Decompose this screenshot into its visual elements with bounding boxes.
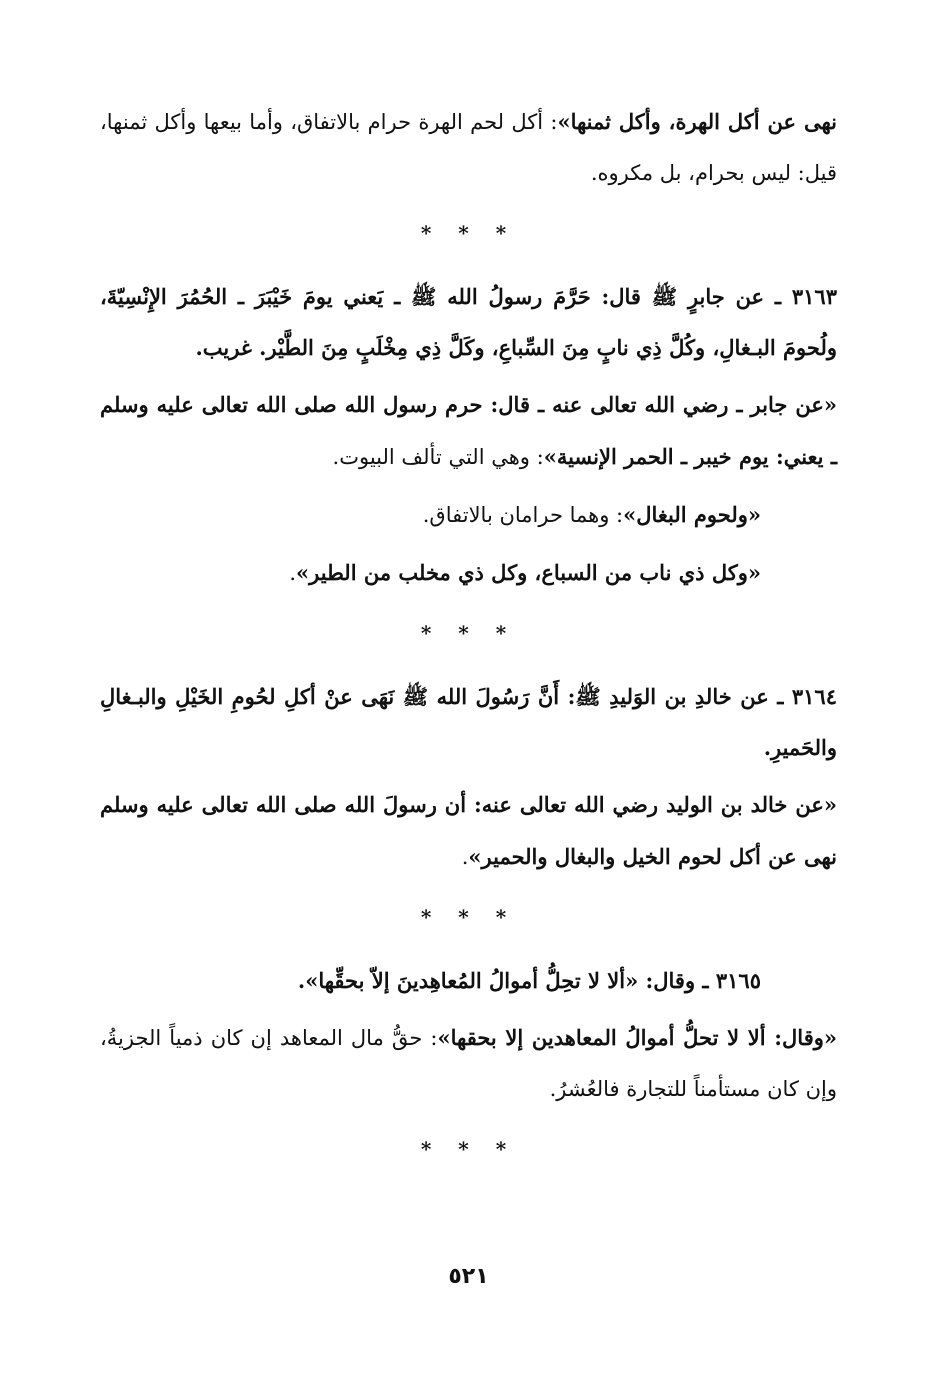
hadith-3165: ٣١٦٥ ـ وقال: «ألا لا تحِلُّ أموالُ المُعاهِدينَ إلاّ بحقِّها». xyxy=(297,968,761,993)
commentary-3163-paragraph-2 xyxy=(100,489,837,541)
commentary-3165 xyxy=(100,1012,837,1115)
section-separator: * * * xyxy=(420,905,517,929)
commentary-3165-text: : حقُّ مال المعاهد إن كان ذمياً الجزيةُ، وإن كان مستأمناً للتجارة فالعُشرُ. xyxy=(100,1026,837,1101)
commentary-3163-text-1: : وهي التي تألف البيوت. xyxy=(332,445,544,469)
top-commentary xyxy=(100,96,837,199)
commentary-3164-quote: «عن خالد بن الوليد رضي الله تعالى عنه: أن رسولَ الله صلى الله تعالى عليه وسلم نهى عن أكل لحوم الخيل والبغال والحمير» xyxy=(100,792,837,869)
commentary-3163-quote-3: «وكل ذي ناب من السباع، وكل ذي مخلب من الطير» xyxy=(296,560,761,585)
section-separator: * * * xyxy=(420,221,517,245)
page-body xyxy=(100,96,837,1187)
commentary-3165-quote: «وقال: ألا لا تحلُّ أموالُ المعاهدين إلا بحقها» xyxy=(437,1025,837,1050)
page-number: ٥٢١ xyxy=(448,1264,489,1289)
hadith-3164: ٣١٦٤ ـ عن خالدِ بن الوَليدِ ﷺ: أَنَّ رَسُولَ الله ﷺ نَهَى عنْ أكلِ لحُومِ الخَيْلِ والبـغالِ والحَميرِ. xyxy=(100,684,837,760)
commentary-3163-text-3: . xyxy=(289,561,297,585)
commentary-3164-text: . xyxy=(461,845,469,869)
hadith-3163: ٣١٦٣ ـ عن جابرٍ ﷺ قال: حَرَّمَ رسولُ الله ﷺ ـ يَعني يومَ خَيْبَرَ ـ الحُمُرَ الإِنْسِيّةَ، ولُحومَ البـغالِ، وكُلَّ ذِي نابٍ مِنَ السِّباعِ، وكَلَّ ذِي مِخْلَبٍ مِنَ الطَّيْر. غريب. xyxy=(100,284,837,360)
top-commentary-text: : أكل لحم الهرة حرام بالاتفاق، وأما بيعها وأكل ثمنها، قيل: ليس بحرام، بل مكروه. xyxy=(100,110,837,185)
commentary-3163-quote-2: «ولحوم البغال» xyxy=(623,502,761,527)
commentary-3163-paragraph-3 xyxy=(100,547,837,599)
commentary-3163-text-2: : وهما حرامان بالاتفاق. xyxy=(422,503,624,527)
top-commentary-quote: نهى عن أكل الهرة، وأكل ثمنها» xyxy=(557,109,837,134)
section-separator: * * * xyxy=(420,621,517,645)
commentary-3164 xyxy=(100,779,837,883)
commentary-3163-paragraph-1 xyxy=(100,379,837,483)
section-separator: * * * xyxy=(420,1137,517,1161)
commentary-3163-quote-1: «عن جابر ـ رضي الله تعالى عنه ـ قال: حرم رسول الله صلى الله تعالى عليه وسلم ـ يعني: يوم خيبر ـ الحمر الإنسية» xyxy=(100,392,837,469)
